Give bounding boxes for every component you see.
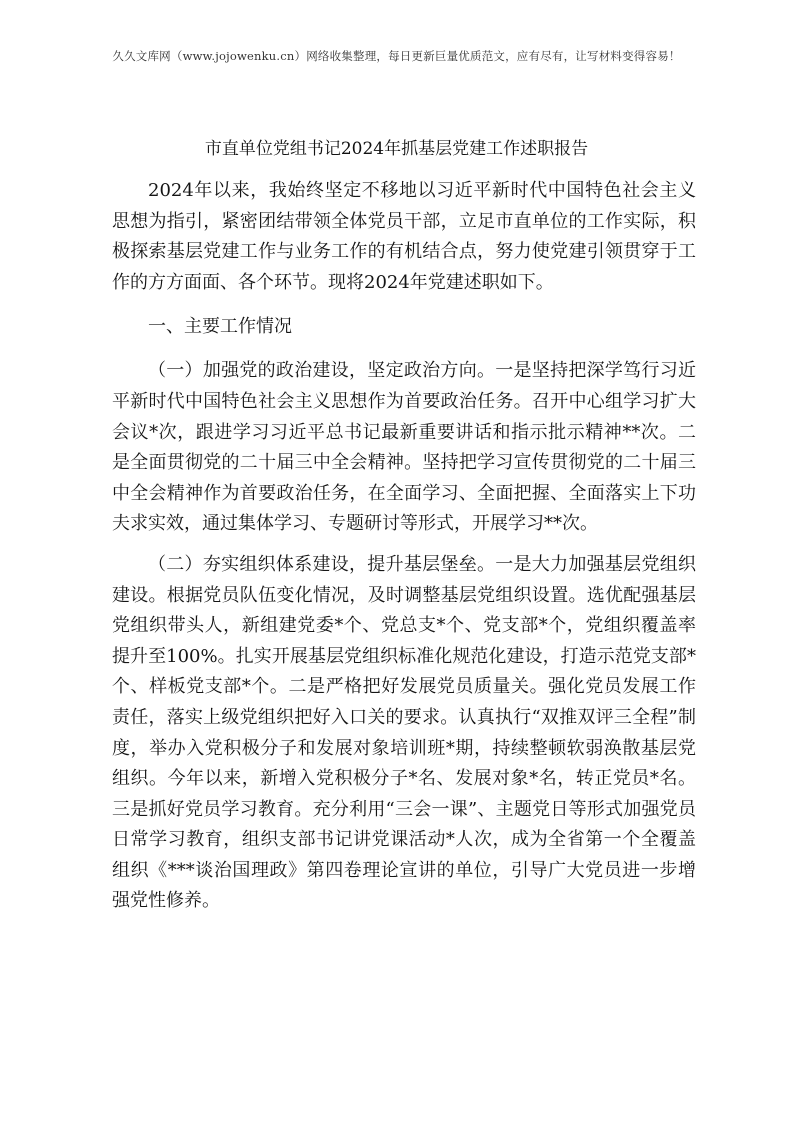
paragraph-political-construction: （一）加强党的政治建设，坚定政治方向。一是坚持把深学笃行习近平新时代中国特色社会主义思想作为首要政治任务。召开中心组学习扩大会议*次，跟进学习习近平总书记最新重要讲话和指示批示精神**次。二是全面贯彻党的二十届三中全会精神。坚持把学习宣传贯彻党的二十届三中全会精神作为首要政治任务，在全面学习、全面把握、全面落实上下功夫求实效，通过集体学习、专题研讨等形式，开展学习**次。 xyxy=(112,360,696,535)
document-body xyxy=(112,176,696,927)
intro-paragraph: 2024年以来，我始终坚定不移地以习近平新时代中国特色社会主义思想为指引，紧密团结带领全体党员干部，立足市直单位的工作实际，积极探索基层党建工作与业务工作的有机结合点，努力使党建引领贯穿于工作的方方面面、各个环节。现将2024年党建述职如下。 xyxy=(112,180,696,293)
section-heading-main-work: 一、主要工作情况 xyxy=(148,316,292,338)
document-title: 市直单位党组书记2024年抓基层党建工作述职报告 xyxy=(204,139,589,159)
header-source-note: 久久文库网（www.jojowenku.cn）网络收集整理，每日更新巨量优质范文，应有尽有，让写材料变得容易！ xyxy=(112,49,681,63)
paragraph-organization-construction: （二）夯实组织体系建设，提升基层堡垒。一是大力加强基层党组织建设。根据党员队伍变化情况，及时调整基层党组织设置。选优配强基层党组织带头人，新组建党委*个、党总支*个、党支部*个，党组织覆盖率提升至100%。扎实开展基层党组织标准化规范化建设，打造示范党支部*个、样板党支部*个。二是严格把好发展党员质量关。强化党员发展工作责任，落实上级党组织把好入口关的要求。认真执行“双推双评三全程”制度，举办入党积极分子和发展对象培训班*期，持续整顿软弱涣散基层党组织。今年以来，新增入党积极分子*名、发展对象*名，转正党员*名。三是抓好党员学习教育。充分利用“三会一课”、主题党日等形式加强党员日常学习教育，组织支部书记讲党课活动*人次，成为全省第一个全覆盖组织《***谈治国理政》第四卷理论宣讲的单位，引导广大党员进一步增强党性修养。 xyxy=(112,553,696,912)
